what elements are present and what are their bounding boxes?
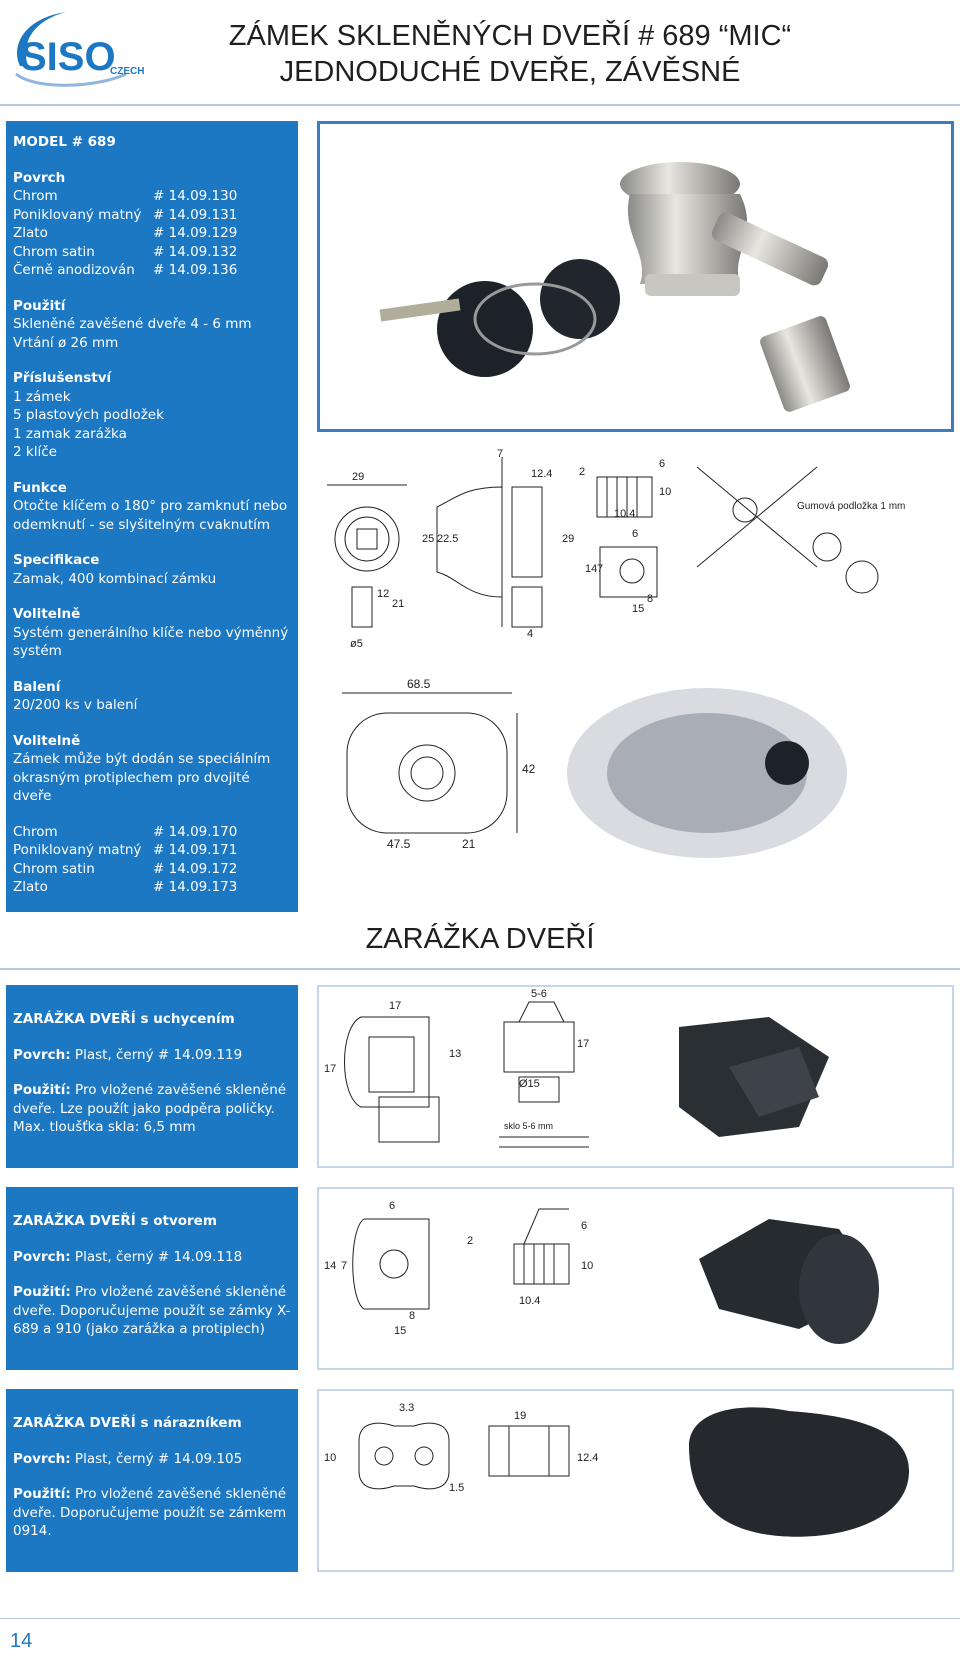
- stop-panel-3: [6, 1389, 298, 1572]
- stop-1-drawing: [319, 987, 952, 1166]
- dim-label: 13: [449, 1048, 462, 1060]
- siso-logo: [6, 4, 166, 92]
- page-title: [190, 18, 830, 90]
- surface-row: Černě anodizován # 14.09.136: [13, 262, 238, 278]
- title-line-1: ZÁMEK SKLENĚNÝCH DVEŘÍ # 689 “MIC“: [228, 20, 792, 52]
- dim-label: 10: [659, 486, 672, 498]
- technical-drawing-1: [317, 447, 954, 659]
- surface-section: [13, 169, 291, 280]
- dim-label: 17: [324, 1063, 337, 1075]
- dim-label: 17: [577, 1038, 590, 1050]
- variant-row: Poniklovaný matný # 14.09.171: [13, 842, 238, 858]
- optional1-section: [13, 605, 291, 661]
- spec-heading: Specifikace: [13, 552, 100, 568]
- stop-3-surface: Povrch: Plast, černý # 14.09.105: [13, 1450, 243, 1467]
- packing-heading: Balení: [13, 678, 61, 695]
- dim-label: 2: [579, 466, 586, 478]
- stops-section-title: ZARÁŽKA DVEŘÍ: [365, 923, 595, 955]
- function-line: odemknutí - se slyšitelným cvaknutím: [13, 516, 271, 533]
- dim-label: 21: [462, 837, 476, 851]
- dim-label: 25: [422, 533, 435, 545]
- variant-row: Chrom # 14.09.170: [13, 823, 238, 840]
- function-line: Otočte klíčem o 180° pro zamknutí nebo: [13, 498, 288, 514]
- dim-label: 10.4: [519, 1295, 541, 1307]
- drawing-1-svg: [317, 447, 954, 659]
- dim-label: 15: [394, 1325, 407, 1337]
- surface-row: Chrom # 14.09.130: [13, 188, 238, 204]
- function-section: [13, 479, 291, 535]
- function-heading: Funkce: [13, 479, 67, 496]
- accessory-line: 5 plastových podložek: [13, 407, 164, 423]
- dim-label: sklo 5-6 mm: [504, 1121, 554, 1131]
- spec-section: [13, 551, 291, 588]
- stop-3-title: ZARÁŽKA DVEŘÍ s nárazníkem: [13, 1415, 242, 1431]
- surface-row: Zlato # 14.09.129: [13, 225, 238, 241]
- dim-label: ø5: [350, 638, 363, 650]
- stop-2-surface: Povrch: Plast, černý # 14.09.118: [13, 1248, 243, 1265]
- dim-label: 8: [647, 593, 654, 605]
- dim-label: 15: [632, 603, 645, 615]
- dim-label: 21: [392, 598, 405, 610]
- dim-label: 47.5: [387, 837, 411, 851]
- stop-1-title: ZARÁŽKA DVEŘÍ s uchycením: [13, 1011, 235, 1027]
- usage-section: [13, 297, 291, 353]
- surface-row: Chrom satin # 14.09.132: [13, 243, 238, 260]
- optional2-section: [13, 732, 291, 806]
- optional2-line: Zámek může být dodán se speciálním: [13, 751, 271, 767]
- dim-label: 3.3: [399, 1402, 415, 1414]
- footer-divider: [0, 1618, 960, 1619]
- optional2-line: okrasným protiplechem pro dvojité: [13, 769, 250, 786]
- stop-1-usage: Použití: Pro vložené zavěšené skleněné dveře. Lze použít jako podpěra poličky. Max. tloušťka skla: 6,5 mm: [13, 1082, 287, 1135]
- usage-line: Skleněné zavěšené dveře 4 - 6 mm: [13, 316, 252, 332]
- optional1-line: Systém generálního klíče nebo výměnný: [13, 624, 289, 641]
- model-panel: [6, 121, 298, 912]
- header-divider: [0, 104, 960, 106]
- dim-label: 22.5: [437, 533, 459, 545]
- dim-label: 12.4: [577, 1452, 599, 1464]
- dim-label: 4: [527, 628, 534, 640]
- dim-label: 2: [467, 1235, 474, 1247]
- dim-label: 14: [324, 1260, 337, 1272]
- dim-label: 7: [497, 448, 504, 460]
- accessory-line: 1 zamak zarážka: [13, 425, 127, 442]
- usage-line: Vrtání ø 26 mm: [13, 334, 119, 351]
- dim-label: 1.5: [449, 1482, 465, 1494]
- dim-label: 10: [324, 1452, 337, 1464]
- stop-panel-2: [6, 1187, 298, 1370]
- stop-3-usage: Použití: Pro vložené zavěšené skleněné dveře. Doporučujeme použít se zámkem 0914.: [13, 1486, 287, 1539]
- stop-2-usage: Použití: Pro vložené zavěšené skleněné dveře. Doporučujeme použít se zámky X-689 a 910 (jako zarážka a protiplech): [13, 1284, 291, 1337]
- accessories-section: [13, 369, 291, 462]
- stop-panel-1: [6, 985, 298, 1168]
- logo-sub: CZECH: [110, 66, 145, 77]
- dim-label: 68.5: [407, 677, 431, 691]
- dim-label: 5-6: [531, 988, 547, 1000]
- dim-label: Ø15: [519, 1078, 540, 1090]
- dim-label: 8: [409, 1310, 416, 1322]
- accessory-line: 2 klíče: [13, 444, 57, 460]
- optional2-heading: Volitelně: [13, 732, 81, 749]
- usage-heading: Použití: [13, 297, 66, 314]
- dim-label: 12.4: [531, 468, 553, 480]
- lock-photo: [317, 121, 954, 432]
- stop-2-image: [317, 1187, 954, 1370]
- technical-drawing-2: [317, 673, 954, 903]
- gasket-label: Gumová podložka 1 mm: [797, 501, 906, 512]
- dim-label: 10.4: [614, 508, 636, 520]
- model-title: MODEL # 689: [13, 134, 116, 150]
- optional1-line: systém: [13, 643, 62, 659]
- dim-label: 29: [562, 533, 575, 545]
- accessory-line: 1 zámek: [13, 388, 71, 405]
- dim-label: 6: [632, 528, 639, 540]
- dim-label: 7: [341, 1260, 348, 1272]
- stop-3-image: [317, 1389, 954, 1572]
- dim-label: 29: [352, 471, 365, 483]
- dim-label: 12: [377, 588, 390, 600]
- optional2-line: dveře: [13, 788, 52, 804]
- spec-line: Zamak, 400 kombinací zámku: [13, 570, 217, 587]
- variants-section: [13, 823, 291, 897]
- surface-heading: Povrch: [13, 169, 66, 186]
- dim-label: 17: [389, 1000, 402, 1012]
- page-number: 14: [10, 1630, 33, 1652]
- variant-row: Chrom satin # 14.09.172: [13, 860, 238, 877]
- dim-label: 6: [581, 1220, 588, 1232]
- optional1-heading: Volitelně: [13, 606, 81, 622]
- dim-label: 14: [585, 563, 598, 575]
- logo-text: SISO: [20, 35, 116, 79]
- drawing-2-svg: [317, 673, 954, 903]
- packing-line: 20/200 ks v balení: [13, 697, 138, 713]
- stop-1-image: [317, 985, 954, 1168]
- packing-section: [13, 678, 291, 715]
- stops-divider: [0, 968, 960, 970]
- dim-label: 42: [522, 762, 536, 776]
- dim-label: 10: [581, 1260, 594, 1272]
- dim-label: 7: [597, 563, 604, 575]
- accessories-heading: Příslušenství: [13, 370, 112, 386]
- variant-row: Zlato # 14.09.173: [13, 879, 238, 895]
- stop-3-drawing: [319, 1391, 952, 1570]
- surface-row: Poniklovaný matný # 14.09.131: [13, 206, 238, 223]
- stop-2-drawing: [319, 1189, 952, 1368]
- lock-photo-illustration: [320, 124, 951, 429]
- dim-label: 6: [389, 1200, 396, 1212]
- dim-label: 6: [659, 458, 666, 470]
- title-line-2: JEDNODUCHÉ DVEŘE, ZÁVĚSNÉ: [279, 56, 741, 88]
- stop-2-title: ZARÁŽKA DVEŘÍ s otvorem: [13, 1213, 217, 1229]
- stop-1-surface: Povrch: Plast, černý # 14.09.119: [13, 1046, 243, 1063]
- dim-label: 19: [514, 1410, 527, 1422]
